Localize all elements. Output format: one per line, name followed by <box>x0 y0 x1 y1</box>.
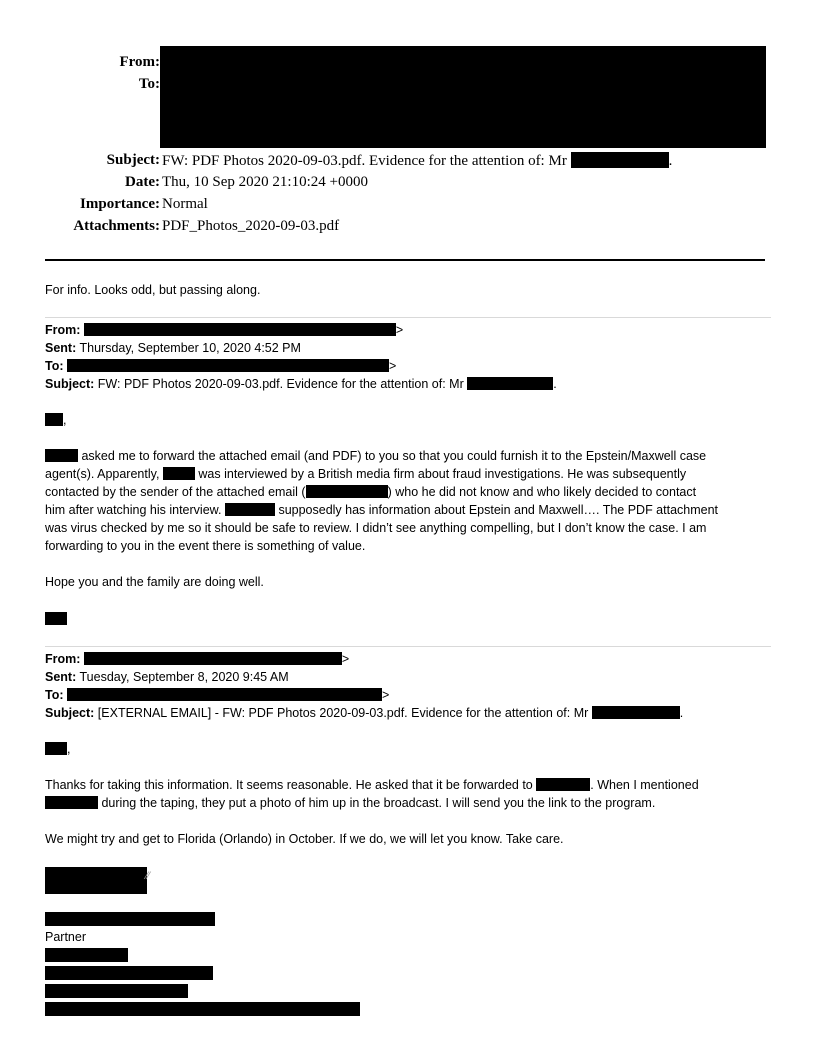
redaction-msg2-greeting <box>45 742 67 755</box>
header-attachments-value[interactable]: PDF_Photos_2020-09-03.pdf <box>162 218 340 234</box>
header-date-value: Thu, 10 Sep 2020 21:10:24 +0000 <box>162 174 368 190</box>
msg2-sent-label: Sent: <box>45 670 77 684</box>
signature-pen-mark: ⁄⁄ <box>146 870 150 882</box>
redaction-msg1-subject-name <box>467 377 553 390</box>
msg1-sent-value: Thursday, September 10, 2020 4:52 PM <box>79 341 301 355</box>
msg2-p1-b: . When I mentioned <box>590 778 699 792</box>
msg1-p1-line4 <box>45 501 718 519</box>
msg1-p1-b: agent(s). Apparently, <box>45 467 160 481</box>
msg1-from-label: From: <box>45 323 81 337</box>
header-attachments-label: Attachments: <box>73 218 160 234</box>
msg1-p2: Hope you and the family are doing well. <box>45 575 264 589</box>
msg2-subject-value: [EXTERNAL EMAIL] - FW: PDF Photos 2020-09-03.pdf. Evidence for the attention of: Mr <box>97 706 589 720</box>
header-from-label: From: <box>119 54 160 70</box>
redaction-msg2-sig-line3 <box>45 984 188 998</box>
redaction-msg2-sig-name <box>45 912 215 926</box>
header-subject-end: . <box>668 153 673 169</box>
msg1-p1-line3 <box>45 483 696 501</box>
msg2-sig-title: Partner <box>45 930 86 944</box>
redaction-msg2-p1-name2 <box>45 796 98 809</box>
msg1-to <box>45 357 396 375</box>
msg1-sent-label: Sent: <box>45 341 77 355</box>
msg1-greeting-comma: , <box>63 413 67 427</box>
header-importance-value: Normal <box>162 196 208 212</box>
msg1-p1-f: him after watching his interview. <box>45 503 222 517</box>
msg2-divider <box>45 646 771 647</box>
msg1-subject-end: . <box>553 377 557 391</box>
redaction-msg1-to <box>67 359 389 372</box>
msg1-sent <box>45 339 301 357</box>
redaction-msg2-to <box>67 688 382 701</box>
msg1-p1-d: contacted by the sender of the attached email ( <box>45 485 306 499</box>
msg2-from-end: > <box>341 652 350 666</box>
msg2-to <box>45 686 389 704</box>
redaction-msg1-from <box>84 323 396 336</box>
msg1-subject-value: FW: PDF Photos 2020-09-03.pdf. Evidence for the attention of: Mr <box>97 377 464 391</box>
header-subject-value <box>162 152 672 170</box>
redaction-msg2-sig-line1 <box>45 948 128 962</box>
msg2-p1-line1 <box>45 776 699 794</box>
header-subject-label: Subject: <box>106 152 160 168</box>
msg1-subject <box>45 375 557 393</box>
msg2-from <box>45 650 349 668</box>
redaction-msg1-signature <box>45 612 67 625</box>
redaction-header-recipients <box>160 46 766 148</box>
header-date-label: Date: <box>125 174 160 190</box>
header-divider <box>45 259 765 261</box>
redaction-msg2-sig-line4 <box>45 1002 360 1016</box>
redaction-msg1-p1-name3 <box>225 503 275 516</box>
msg1-p1-g: supposedly has information about Epstein and Maxwell…. The PDF attachment <box>278 503 719 517</box>
msg1-p1-line2 <box>45 465 686 483</box>
msg1-to-end: > <box>389 359 397 373</box>
msg1-greeting <box>45 411 66 429</box>
msg1-p1-line1 <box>45 447 706 465</box>
redaction-msg2-sig-line2 <box>45 966 213 980</box>
msg2-greeting <box>45 740 70 758</box>
msg2-p1-a: Thanks for taking this information. It seems reasonable. He asked that it be forwarded to <box>45 778 533 792</box>
msg1-p1-c: was interviewed by a British media firm about fraud investigations. He was subsequently <box>198 467 687 481</box>
msg1-subject-label: Subject: <box>45 377 95 391</box>
redaction-msg2-subject-name <box>592 706 680 719</box>
header-importance-label: Importance: <box>80 196 160 212</box>
msg1-to-label: To: <box>45 359 64 373</box>
redaction-msg2-p1-name1 <box>536 778 590 791</box>
msg1-p1-line5: was virus checked by me so it should be safe to review. I didn’t see anything compelling, but I don’t know the case. I am <box>45 521 707 535</box>
msg2-to-label: To: <box>45 688 64 702</box>
msg2-p2: We might try and get to Florida (Orlando) in October. If we do, we will let you know. Take care. <box>45 832 564 846</box>
redaction-msg1-p1-sender <box>306 485 388 498</box>
msg1-p1-line6: forwarding to you in the event there is something of value. <box>45 539 366 553</box>
redaction-msg2-from <box>84 652 342 665</box>
msg2-subject <box>45 704 683 722</box>
msg2-subject-end: . <box>679 706 684 720</box>
intro-text: For info. Looks odd, but passing along. <box>45 283 261 297</box>
redaction-msg1-greeting <box>45 413 63 426</box>
redaction-msg1-p1-name1 <box>45 449 78 462</box>
redaction-msg1-p1-name2 <box>163 467 195 480</box>
redaction-msg2-signature-image <box>45 867 147 894</box>
msg2-to-end: > <box>382 688 390 702</box>
msg1-p1-e: ) who he did not know and who likely decided to contact <box>387 485 697 499</box>
msg2-sent <box>45 668 289 686</box>
msg1-p1-a: asked me to forward the attached email (and PDF) to you so that you could furnish it to the Epstein/Maxwell case <box>81 449 707 463</box>
msg2-subject-label: Subject: <box>45 706 95 720</box>
msg1-from <box>45 321 403 339</box>
msg1-from-end: > <box>395 323 404 337</box>
header-subject-text: FW: PDF Photos 2020-09-03.pdf. Evidence for the attention of: Mr <box>162 153 567 169</box>
msg2-greeting-comma: , <box>67 742 71 756</box>
msg2-p1-line2 <box>45 794 655 812</box>
msg2-from-label: From: <box>45 652 81 666</box>
header-to-label: To: <box>138 76 160 92</box>
msg1-divider <box>45 317 771 318</box>
redaction-header-subject-name <box>571 152 669 168</box>
msg2-sent-value: Tuesday, September 8, 2020 9:45 AM <box>79 670 289 684</box>
msg2-p1-c: during the taping, they put a photo of him up in the broadcast. I will send you the link to the program. <box>101 796 656 810</box>
